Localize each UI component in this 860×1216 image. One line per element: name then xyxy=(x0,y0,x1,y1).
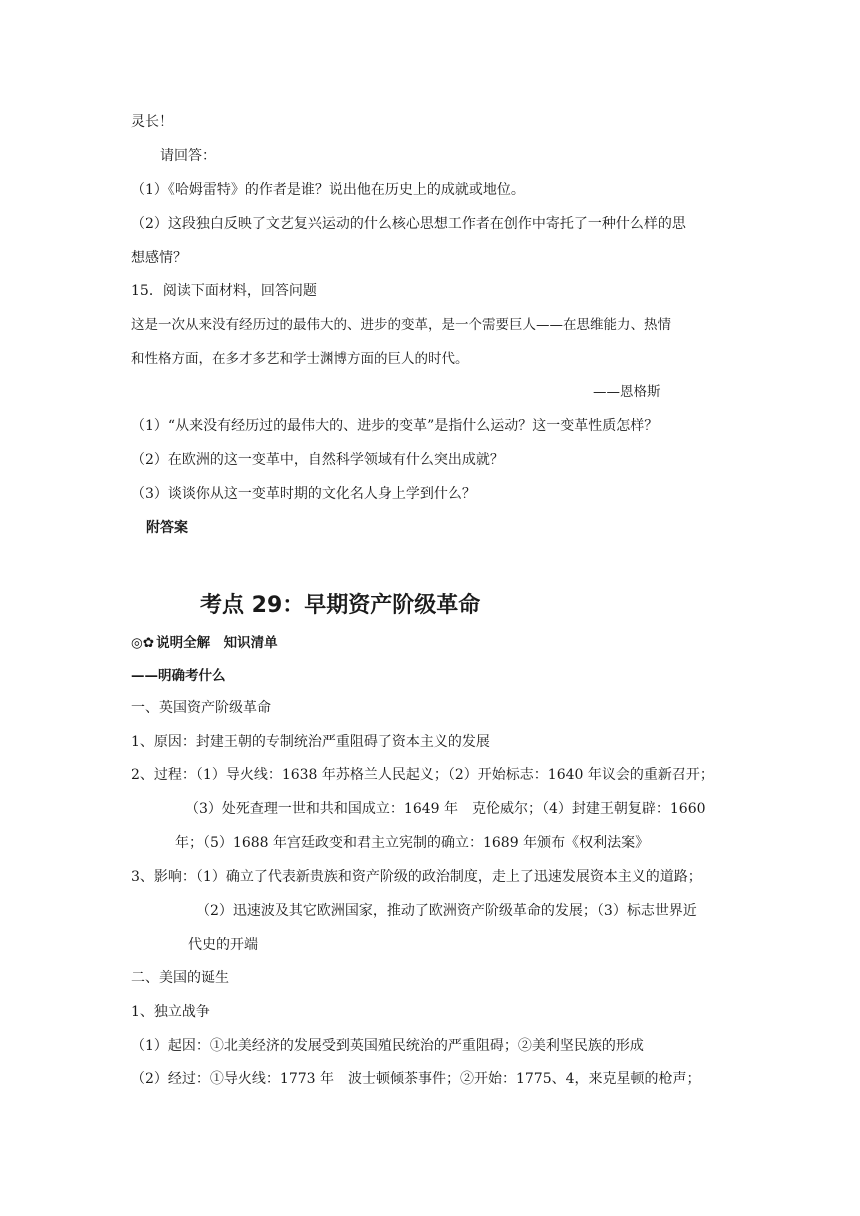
question-15-title: 15．阅读下面材料，回答问题 xyxy=(131,283,317,299)
topic-heading: 考点 29：早期资产阶级革命 xyxy=(200,593,481,618)
question-2-line-2: 想感情？ xyxy=(131,250,187,266)
section-1-title: 一、英国资产阶级革命 xyxy=(131,700,271,716)
process-line-1: 2、过程：（1）导火线：1638 年苏格兰人民起义；（2）开始标志：1640 年议会的重新召开； xyxy=(131,767,714,783)
process-line-2: （3）处死查理一世和共和国成立：1649 年 克伦威尔；（4）封建王朝复辟：1660 xyxy=(185,801,706,817)
sub-question-2: （2）在欧洲的这一变革中，自然科学领域有什么突出成就？ xyxy=(131,452,504,468)
decorative-icon: ◎✿ xyxy=(131,635,155,651)
quote-attribution: ——恩格斯 xyxy=(593,384,661,400)
question-1: （1）《哈姆雷特》的作者是谁？说出他在历史上的成就或地位。 xyxy=(131,182,525,198)
section-sub-subtitle: ——明确考什么 xyxy=(131,668,226,684)
sub-question-3: （3）谈谈你从这一变革时期的文化名人身上学到什么？ xyxy=(131,486,476,502)
continued-text: 灵长！ xyxy=(131,114,173,130)
answer-label: 附答案 xyxy=(146,520,188,536)
independence-war: 1、独立战争 xyxy=(131,1004,210,1020)
process-line-3: 年；（5）1688 年宫廷政变和君主立宪制的确立：1689 年颁布《权利法案》 xyxy=(175,835,650,851)
prompt-text: 请回答： xyxy=(160,148,216,164)
war-cause: （1）起因：①北美经济的发展受到英国殖民统治的严重阻碍；②美利坚民族的形成 xyxy=(131,1038,644,1054)
war-process: （2）经过：①导火线：1773 年 波士顿倾茶事件；②开始：1775、4，来克星顿的枪声； xyxy=(131,1071,701,1087)
question-2-line-1: （2）这段独白反映了文艺复兴运动的什么核心思想工作者在创作中寄托了一种什么样的思 xyxy=(131,216,686,232)
section-subtitle xyxy=(131,631,278,651)
cause-line: 1、原因：封建王朝的专制统治严重阻碍了资本主义的发展 xyxy=(131,734,490,750)
quote-line-1: 这是一次从来没有经历过的最伟大的、进步的变革，是一个需要巨人——在思维能力、热情 xyxy=(131,317,671,333)
impact-line-1: 3、影响：（1）确立了代表新贵族和资产阶级的政治制度，走上了迅速发展资本主义的道路； xyxy=(131,869,702,885)
quote-line-2: 和性格方面，在多才多艺和学士渊博方面的巨人的时代。 xyxy=(131,351,469,367)
sub-question-1: （1）“从来没有经历过的最伟大的、进步的变革”是指什么运动？这一变革性质怎样？ xyxy=(131,418,659,434)
section-subtitle-text: 说明全解 知识清单 xyxy=(156,635,278,651)
impact-line-2: （2）迅速波及其它欧洲国家，推动了欧洲资产阶级革命的发展；（3）标志世界近 xyxy=(196,903,697,919)
impact-line-3: 代史的开端 xyxy=(188,937,258,953)
section-2-title: 二、美国的诞生 xyxy=(131,970,229,986)
